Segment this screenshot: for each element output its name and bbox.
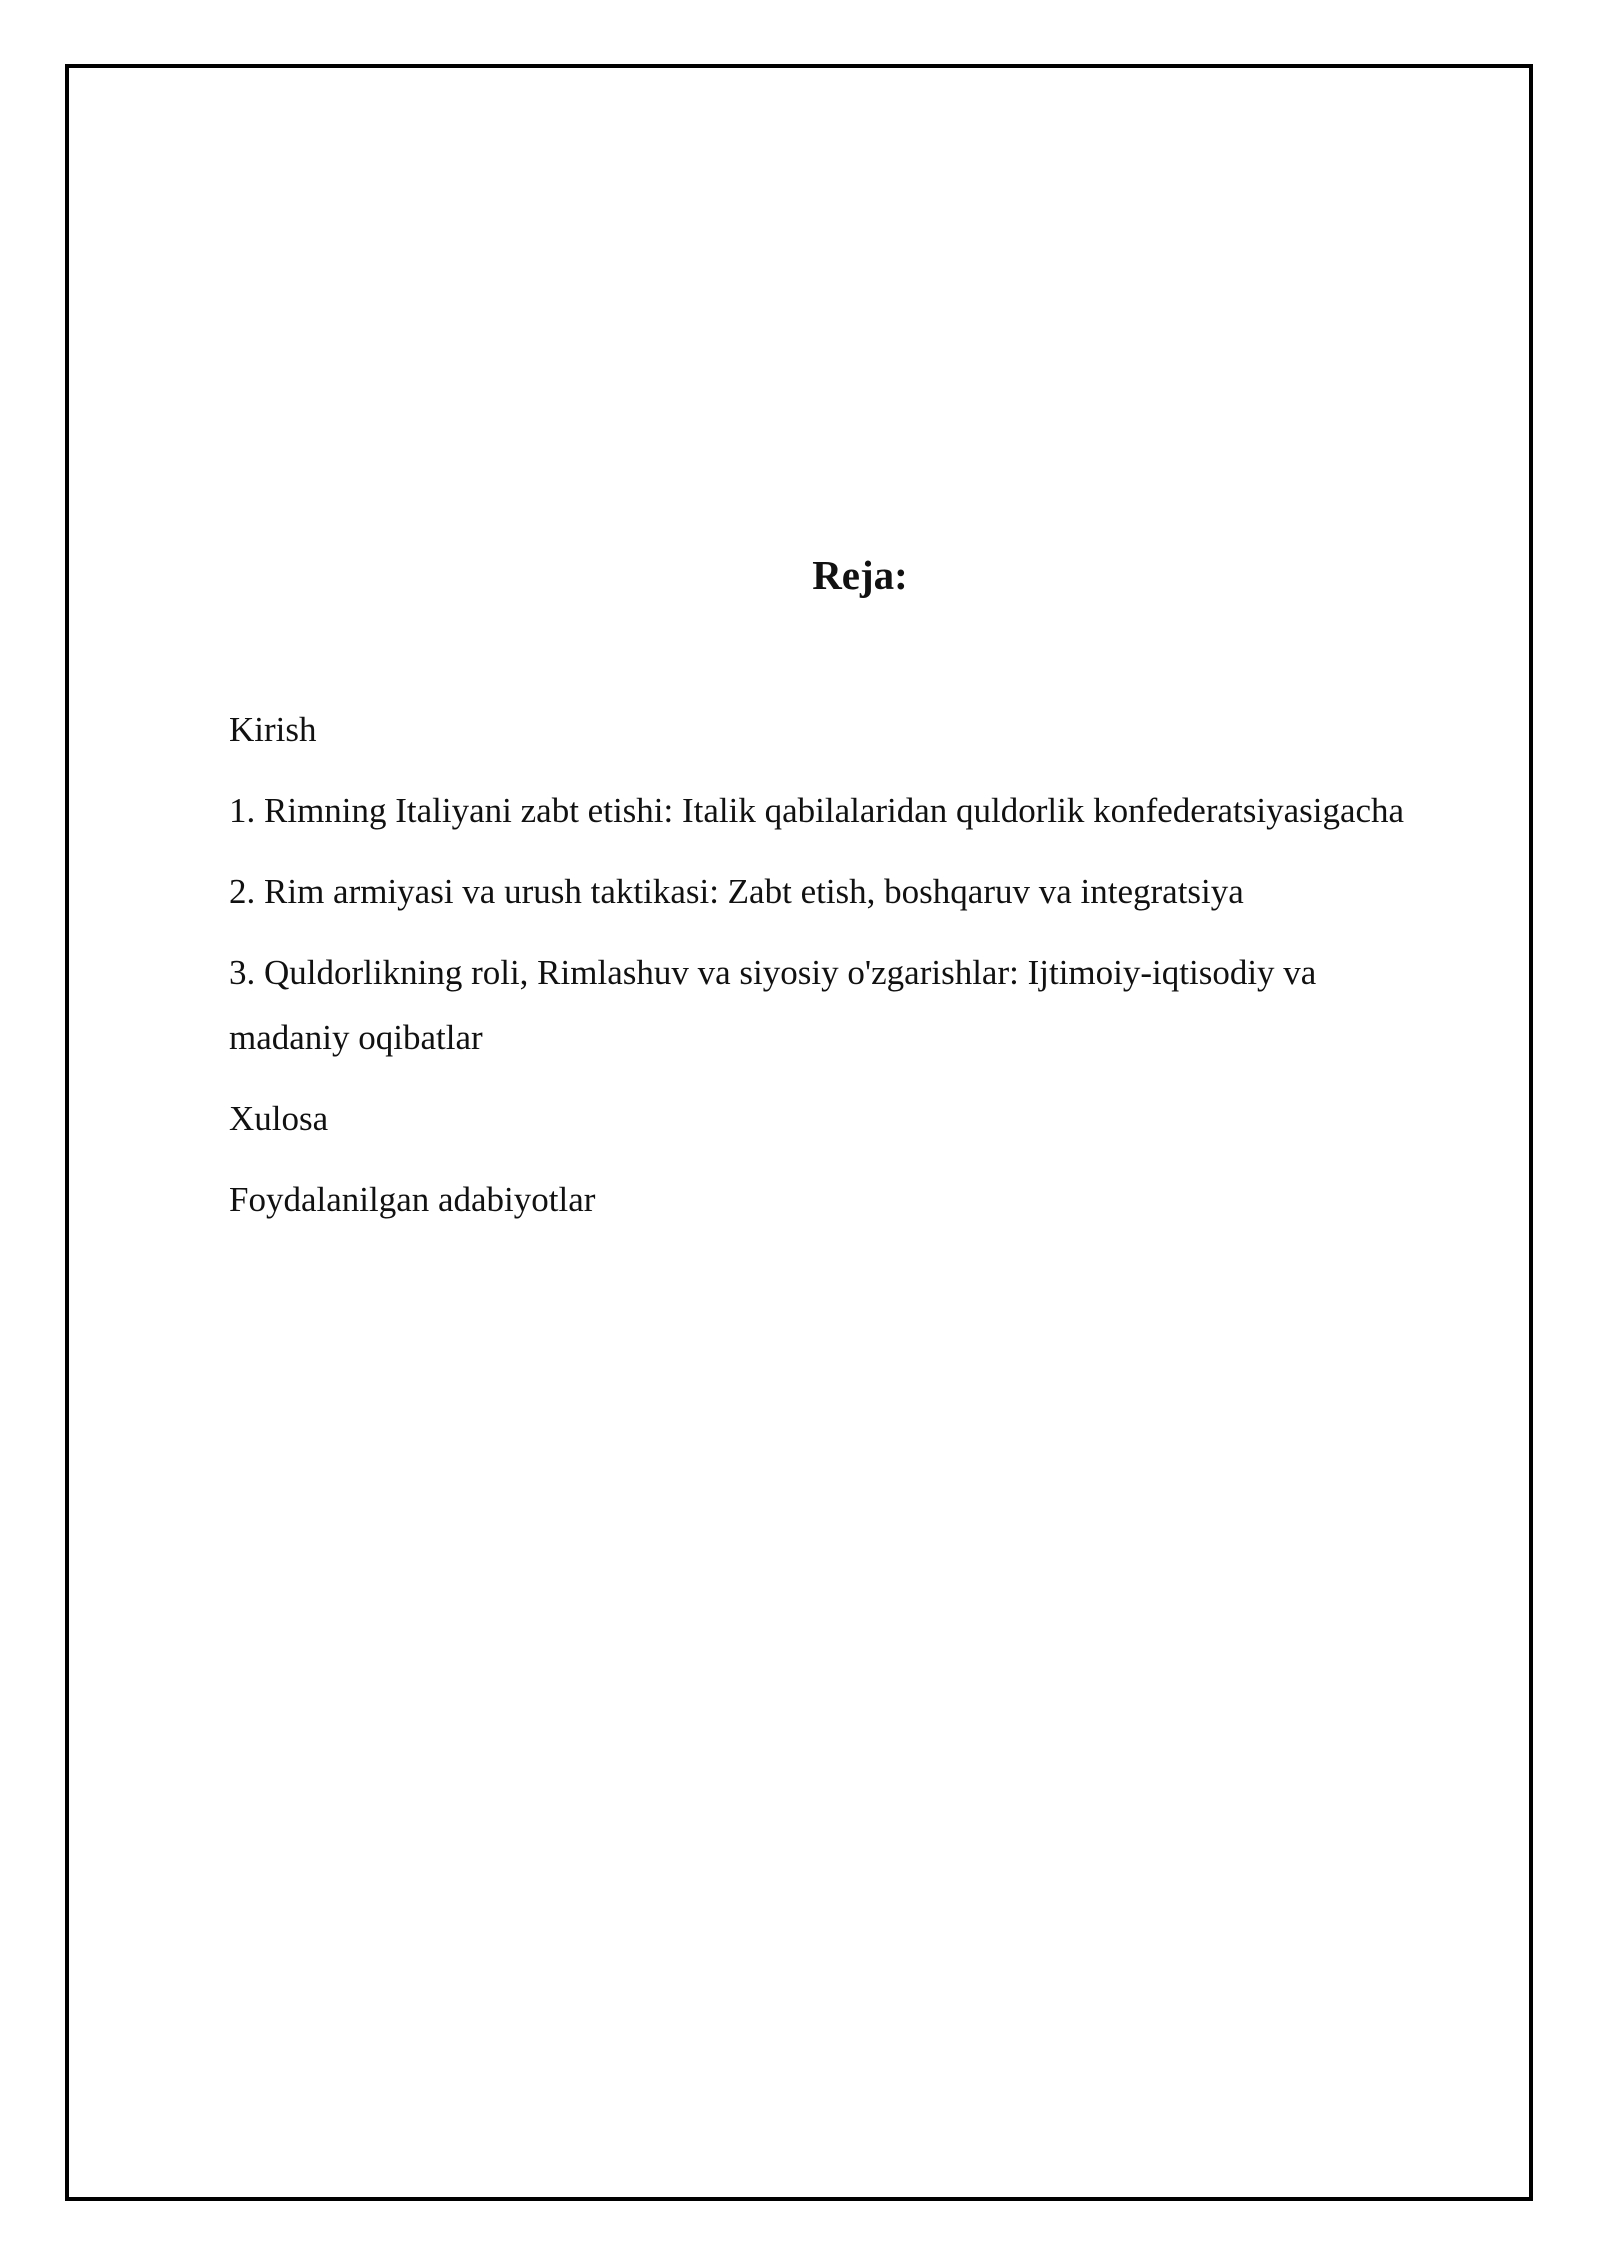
page-title: Reja: bbox=[812, 552, 908, 598]
plan-item-conclusion: Xulosa bbox=[229, 1099, 329, 1138]
plan-item-2: 2. Rim armiyasi va urush taktikasi: Zabt etish, boshqaruv va integratsiya bbox=[229, 872, 1244, 911]
plan-item-1: 1. Rimning Italiyani zabt etishi: Italik qabilalaridan quldorlik konfederatsiyasigacha bbox=[229, 791, 1405, 830]
plan-item-3: 3. Quldorlikning roli, Rimlashuv va siyosiy o'zgarishlar: Ijtimoiy-iqtisodiy va madaniy oqibatlar bbox=[229, 953, 1317, 1057]
plan-item-intro: Kirish bbox=[229, 710, 317, 749]
plan-list bbox=[229, 697, 1429, 1248]
plan-item-references: Foydalanilgan adabiyotlar bbox=[229, 1180, 596, 1219]
